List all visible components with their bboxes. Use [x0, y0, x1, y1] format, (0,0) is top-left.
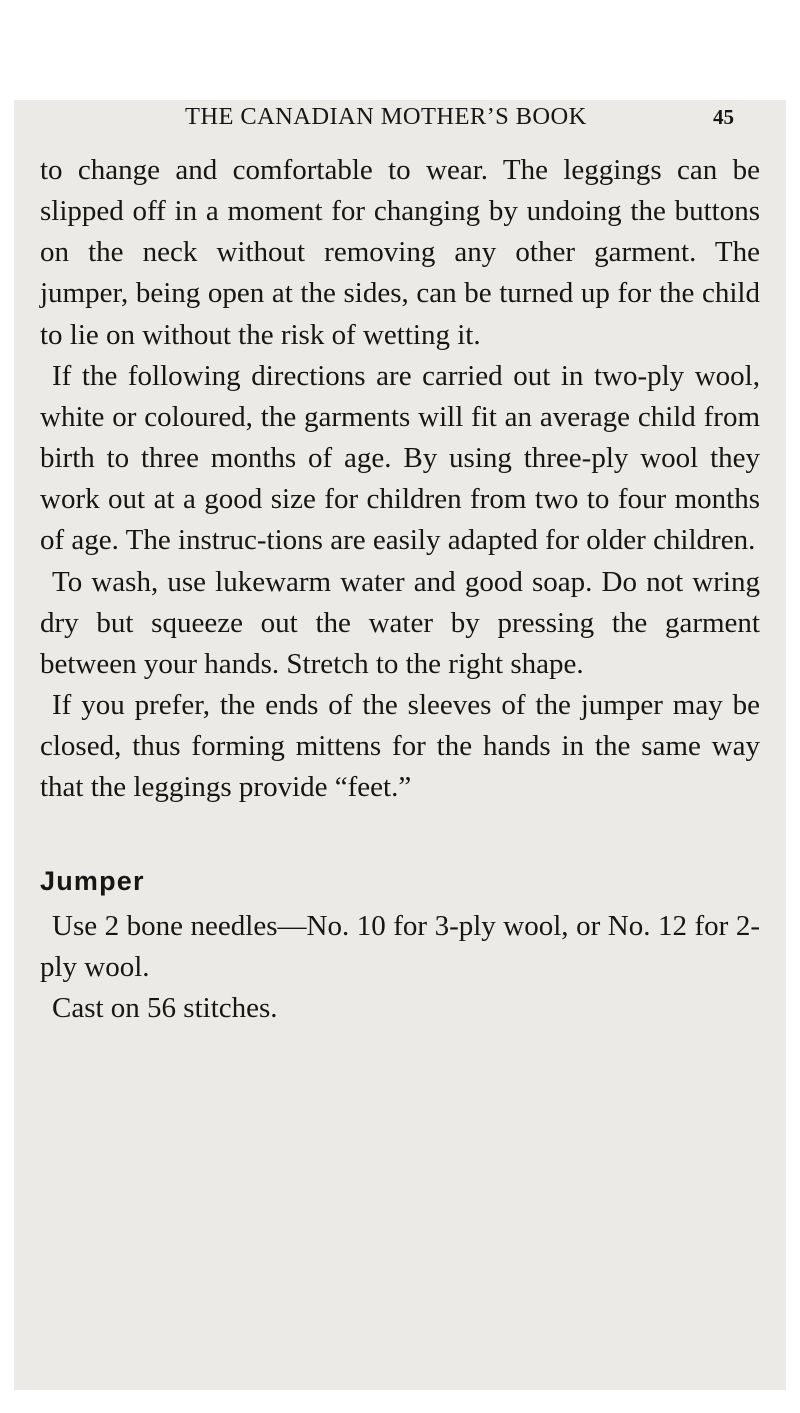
- paragraph-sleeves: If you prefer, the ends of the sleeves of the jumper may be closed, thus forming mittens for the hands in the same way that the leggings provide “feet.”: [40, 689, 760, 804]
- paragraph-cast-on: Cast on 56 stitches.: [52, 991, 278, 1024]
- body-text: [40, 150, 760, 1029]
- section-heading-jumper: Jumper: [40, 865, 145, 896]
- paragraph-needles: Use 2 bone needles—No. 10 for 3-ply wool, or No. 12 for 2-ply wool.: [40, 909, 760, 983]
- running-header: [0, 102, 800, 132]
- jumper-section: [40, 861, 760, 1029]
- running-title: THE CANADIAN MOTHER’S BOOK: [185, 103, 587, 130]
- page-number: 45: [713, 105, 734, 129]
- paragraph-washing: To wash, use lukewarm water and good soap. Do not wring dry but squeeze out the water by pressing the garment between your hands. Stretch to the right shape.: [40, 565, 760, 680]
- paragraph-directions: If the following directions are carried out in two-ply wool, white or coloured, the garments will fit an average child from birth to three months of age. By using three-ply wool they work out at a good size for children from two to four months of age. The instruc-tions are easily adapted for older children.: [40, 359, 760, 557]
- paragraph-continuation: to change and comfortable to wear. The leggings can be slipped off in a moment for changing by undoing the buttons on the neck without removing any other garment. The jumper, being open at the sides, can be turned up for the child to lie on without the risk of wetting it.: [40, 154, 760, 351]
